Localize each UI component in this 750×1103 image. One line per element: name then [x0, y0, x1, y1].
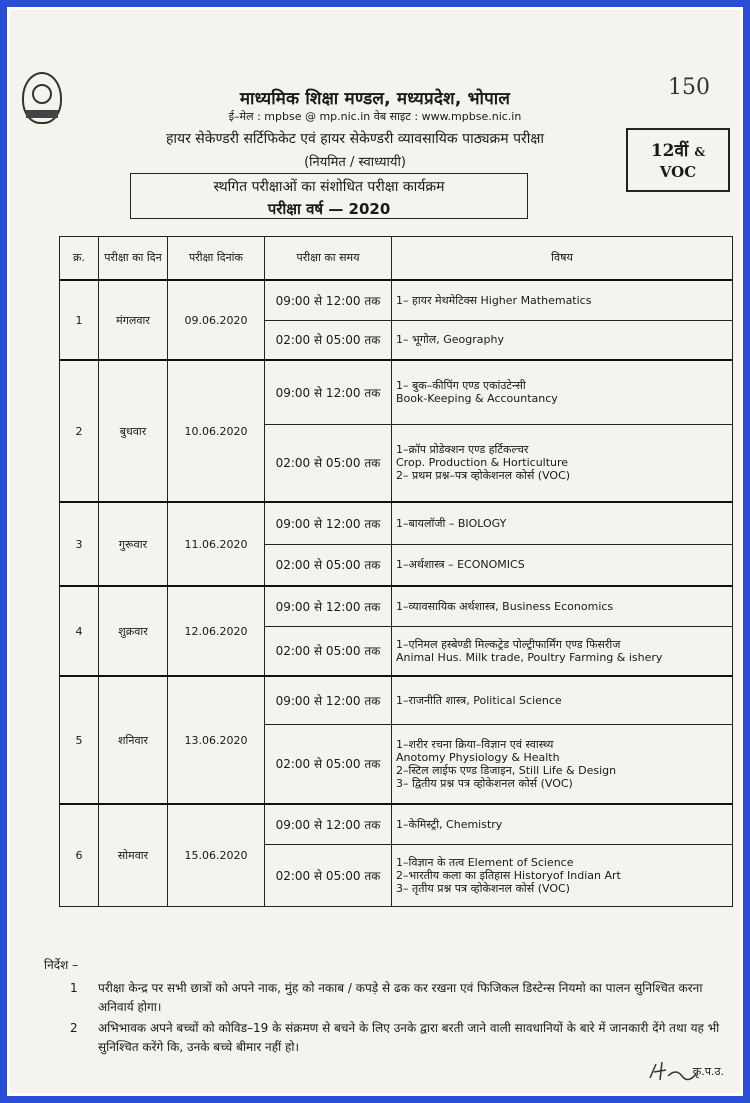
board-contact: ई–मेल : mpbse @ mp.nic.in वेब साइट : www.mpbse.nic.in	[228, 110, 522, 123]
table-row	[60, 676, 733, 724]
subject-cell	[392, 626, 733, 676]
instruction-text: परीक्षा केन्द्र पर सभी छात्रों को अपने नाक, मुंह को नकाब / कपड़े से ढक कर रखना एवं फिजिकल डिस्टेन्स नियमो का पालन सुनिश्चित करना अनिवार्य होगा।	[98, 981, 703, 1014]
serial-cell: 5	[60, 676, 99, 804]
subject-line: 1–क्रॉप प्रोडेक्शन एण्ड हर्टिकल्चर	[396, 443, 529, 457]
serial-cell: 3	[60, 502, 99, 586]
header-time: परीक्षा का समय	[265, 237, 392, 281]
header-serial: क्र.	[60, 237, 99, 281]
subject-line: 3– तृतीय प्रश्न पत्र व्होकेशनल कोर्स (VOC)	[396, 881, 570, 895]
exam-name: हायर सेकेण्डरी सर्टिफिकेट एवं हायर सेकेण्डरी व्यावसायिक पाठ्यक्रम परीक्षा	[165, 131, 545, 147]
subject-line: 1–राजनीति शास्त्र, Political Science	[396, 693, 562, 707]
subject-line: 1–केमिस्ट्री, Chemistry	[396, 817, 503, 831]
time-cell: 02:00 से 05:00 तक	[265, 626, 392, 676]
subject-cell	[392, 360, 733, 424]
time-cell: 02:00 से 05:00 तक	[265, 544, 392, 586]
instruction-text: अभिभावक अपने बच्चों को कोविड–19 के संक्रमण से बचने के लिए उनके द्वारा बरती जाने वाली सावधानियों के बारे में जानकारी देंगे तथा यह भी सुनिश्चित करेंगे कि, उनके बच्चे बीमार नहीं हो।	[98, 1021, 720, 1054]
time-cell: 09:00 से 12:00 तक	[265, 586, 392, 626]
subject-cell	[392, 844, 733, 906]
class-and: &	[694, 145, 706, 159]
subject-cell	[392, 280, 733, 320]
header-date: परीक्षा दिनांक	[168, 237, 265, 281]
class-voc: VOC	[659, 163, 697, 181]
subject-line: 1– भूगोल, Geography	[396, 333, 504, 347]
board-name: माध्यमिक शिक्षा मण्डल, मध्यप्रदेश, भोपाल	[239, 89, 511, 109]
schedule-title-box	[130, 173, 528, 219]
subject-cell	[392, 544, 733, 586]
time-cell: 02:00 से 05:00 तक	[265, 424, 392, 502]
subject-line: Crop. Production & Horticulture	[396, 456, 569, 470]
subject-line: Animal Hus. Milk trade, Poultry Farming & ishery	[396, 650, 663, 664]
subject-line: 2–स्टिल लाईफ एण्ड डिजाइन, Still Life & Design	[396, 763, 617, 777]
date-cell: 09.06.2020	[168, 280, 265, 360]
table-header-row	[60, 237, 733, 281]
subject-cell	[392, 424, 733, 502]
subject-line: 1–विज्ञान के तत्व Element of Science	[396, 855, 574, 869]
serial-cell: 6	[60, 804, 99, 906]
exam-year: परीक्षा वर्ष — 2020	[267, 200, 391, 218]
day-cell: सोमवार	[99, 804, 168, 906]
subject-line: 1–व्यावसायिक अर्थशास्त्र, Business Economics	[396, 599, 614, 613]
date-cell: 11.06.2020	[168, 502, 265, 586]
instructions-heading: निर्देश –	[44, 958, 79, 972]
instruction-number: 2	[70, 1021, 78, 1035]
date-cell: 12.06.2020	[168, 586, 265, 676]
subject-line: Anotomy Physiology & Health	[396, 750, 560, 764]
table-row	[60, 586, 733, 626]
subject-cell	[392, 724, 733, 804]
subject-line: 1–बायलॉजी – BIOLOGY	[396, 516, 507, 530]
time-cell: 09:00 से 12:00 तक	[265, 280, 392, 320]
time-cell: 09:00 से 12:00 तक	[265, 676, 392, 724]
day-cell: गुरूवार	[99, 502, 168, 586]
schedule-title: स्थगित परीक्षाओं का संशोधित परीक्षा कार्यक्रम	[213, 179, 445, 195]
serial-cell: 1	[60, 280, 99, 360]
subject-cell	[392, 676, 733, 724]
date-cell: 13.06.2020	[168, 676, 265, 804]
class-box	[626, 128, 730, 192]
subject-cell	[392, 320, 733, 360]
exam-mode: (नियमित / स्वाध्यायी)	[304, 155, 406, 170]
subject-cell	[392, 502, 733, 544]
time-cell: 02:00 से 05:00 तक	[265, 844, 392, 906]
subject-line: 2– प्रथम प्रश्न–पत्र व्होकेशनल कोर्स (VOC)	[396, 469, 571, 483]
subject-cell	[392, 804, 733, 844]
header-subject: विषय	[392, 237, 733, 281]
date-cell: 15.06.2020	[168, 804, 265, 906]
instruction-item	[44, 1019, 724, 1057]
instructions	[44, 956, 724, 1059]
day-cell: बुधवार	[99, 360, 168, 502]
header-day: परीक्षा का दिन	[99, 237, 168, 281]
time-cell: 02:00 से 05:00 तक	[265, 320, 392, 360]
subject-line: 1–अर्थशास्त्र – ECONOMICS	[396, 558, 525, 572]
class-label: 12वीं	[650, 141, 689, 161]
instruction-number: 1	[70, 981, 78, 995]
subject-line: Book-Keeping & Accountancy	[396, 392, 558, 406]
time-cell: 09:00 से 12:00 तक	[265, 502, 392, 544]
subject-line: 1– हायर मेथमेटिक्स Higher Mathematics	[396, 293, 592, 307]
subject-line: 2–भारतीय कला का इतिहास Historyof Indian Art	[396, 868, 621, 882]
subject-cell	[392, 586, 733, 626]
subject-line: 1–शरीर रचना क्रिया–विज्ञान एवं स्वास्थ्य	[396, 737, 554, 751]
table-row	[60, 280, 733, 320]
day-cell: शनिवार	[99, 676, 168, 804]
table-row	[60, 360, 733, 424]
document-page	[7, 7, 743, 1096]
serial-cell: 4	[60, 586, 99, 676]
subject-line: 1–एनिमल हस्बेण्डी मिल्कट्रेड पोल्ट्रीफार्मिंग एण्ड फिसरीज	[396, 637, 621, 651]
day-cell: शुक्रवार	[99, 586, 168, 676]
time-cell: 02:00 से 05:00 तक	[265, 724, 392, 804]
anniversary-number: 150	[668, 75, 710, 100]
table-row	[60, 502, 733, 544]
table-row	[60, 804, 733, 844]
day-cell: मंगलवार	[99, 280, 168, 360]
exam-schedule-table	[59, 236, 733, 907]
subject-line: 1– बुक–कीपिंग एण्ड एकांउटेन्सी	[396, 379, 526, 393]
time-cell: 09:00 से 12:00 तक	[265, 360, 392, 424]
page-turn-note: कृ.प.उ.	[692, 1065, 724, 1078]
date-cell: 10.06.2020	[168, 360, 265, 502]
time-cell: 09:00 से 12:00 तक	[265, 804, 392, 844]
instruction-item	[44, 979, 724, 1017]
serial-cell: 2	[60, 360, 99, 502]
subject-line: 3– द्वितीय प्रश्न पत्र व्होकेशनल कोर्स (VOC)	[396, 776, 573, 790]
